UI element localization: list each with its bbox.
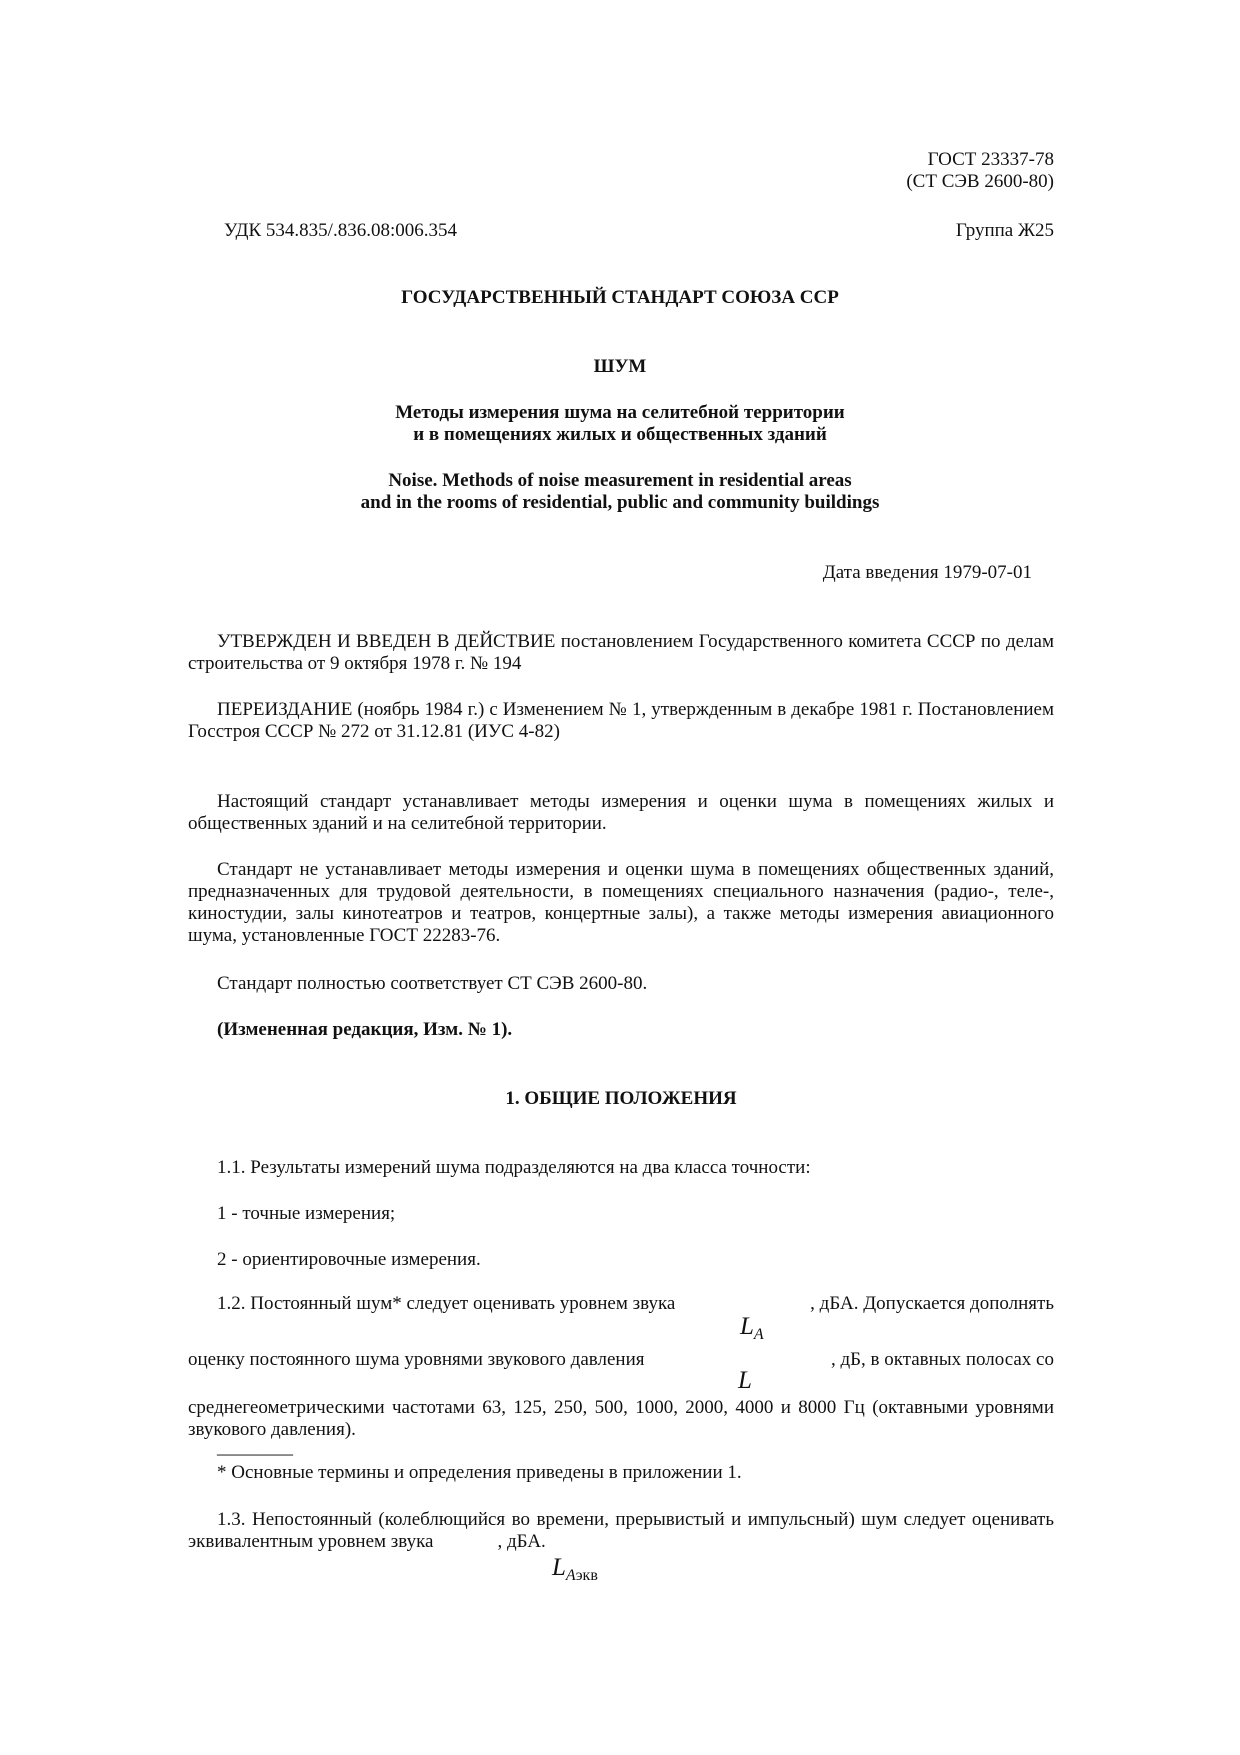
accuracy-class-2: 2 - ориентировочные измерения. [217,1249,481,1270]
clause-1-2-line-1-end: , дБА. Допускается дополнять [810,1293,1054,1314]
conformity-paragraph: Стандарт полностью соответствует СТ СЭВ 2600-80. [217,973,648,994]
clause-1-2-line-1-start: 1.2. Постоянный шум* следует оценивать уровнем звука [217,1293,676,1314]
clause-1-2-line-2-start: оценку постоянного шума уровнями звукового давления [188,1349,645,1370]
accuracy-class-1: 1 - точные измерения; [217,1203,396,1224]
st-sev-reference: (СТ СЭВ 2600-80) [906,171,1054,192]
main-title: ШУМ [593,356,647,377]
scope-paragraph: Настоящий стандарт устанавливает методы измерения и оценки шума в помещениях жилых и общественных зданий и на селитебной территории. [188,791,1054,834]
exclusions-paragraph: Стандарт не устанавливает методы измерения и оценки шума в помещениях общественных зданий, предназначенных для трудовой деятельности, в помещениях специального назначения (радио-, теле-, киностудии, залы кинотеатров и театров, концертные залы), а также методы измерения авиационного шума, установленные ГОСТ 22283-76. [188,859,1054,946]
approved-paragraph: УТВЕРЖДЕН И ВВЕДЕН В ДЕЙСТВИЕ постановлением Государственного комитета СССР по делам строительства от 9 октября 1978 г. № 194 [188,631,1054,674]
clause-1-2-line-2-end: , дБ, в октавных полосах со [830,1349,1054,1370]
sound-pressure-l-formula: L [738,1367,752,1394]
gost-number: ГОСТ 23337-78 [927,149,1054,170]
footnote-rule: ________ [217,1437,293,1458]
en-subtitle-line-2: and in the rooms of residential, public and community buildings [360,492,880,513]
section-1-heading: 1. ОБЩИЕ ПОЛОЖЕНИЯ [505,1088,737,1109]
ru-subtitle-line-1: Методы измерения шума на селитебной территории [395,402,845,423]
ru-subtitle-line-2: и в помещениях жилых и общественных зданий [413,424,827,445]
clause-1-1: 1.1. Результаты измерений шума подразделяются на два класса точности: [217,1157,811,1178]
amended-note: (Измененная редакция, Изм. № 1). [217,1019,513,1040]
clause-1-2-line-3: среднегеометрическими частотами 63, 125, 250, 500, 1000, 2000, 4000 и 8000 Гц (октавными уровнями звукового давления). [188,1397,1054,1440]
equivalent-level-laeq-formula: $L_{Aэкв}$ [552,1554,598,1584]
clause-1-3: 1.3. Непостоянный (колеблющийся во времени, прерывистый и импульсный) шум следует оценивать эквивалентным уровнем звука , дБА. [188,1509,1054,1552]
footnote: * Основные термины и определения приведены в приложении 1. [217,1462,742,1483]
group-code: Группа Ж25 [955,220,1054,241]
reissue-paragraph: ПЕРЕИЗДАНИЕ (ноябрь 1984 г.) с Изменением № 1, утвержденным в декабре 1981 г. Постановлением Госстроя СССР № 272 от 31.12.81 (ИУС 4-82) [188,699,1054,742]
intro-date: Дата введения 1979-07-01 [822,562,1032,583]
sound-level-la-formula: $L_A$ [740,1313,764,1343]
en-subtitle-line-1: Noise. Methods of noise measurement in residential areas [388,470,852,491]
udk-code: УДК 534.835/.836.08:006.354 [224,220,457,241]
state-standard-title: ГОСУДАРСТВЕННЫЙ СТАНДАРТ СОЮЗА ССР [401,287,839,308]
